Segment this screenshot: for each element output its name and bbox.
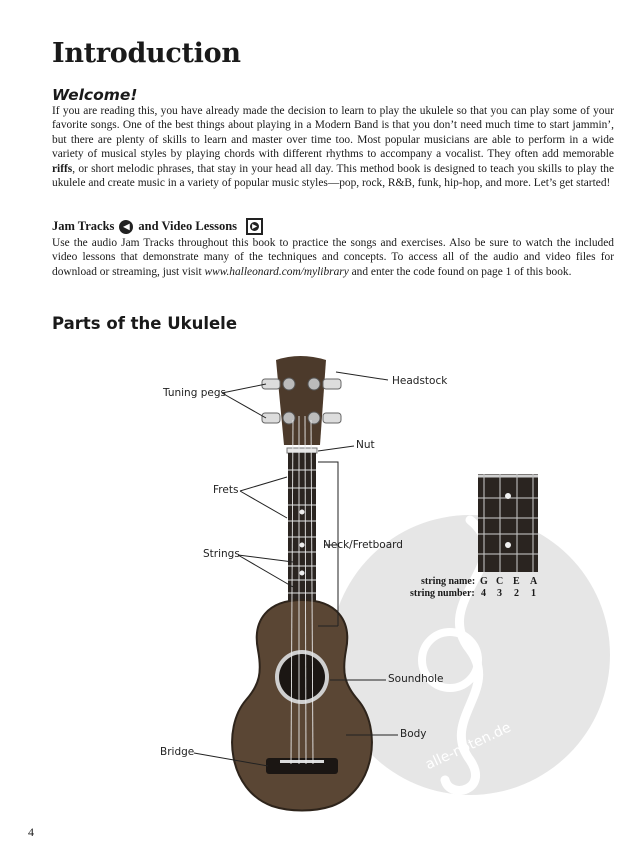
string-name-g: G xyxy=(480,576,488,587)
jam-heading-part2: and Video Lessons xyxy=(138,219,238,233)
label-neck-fretboard: Neck/Fretboard xyxy=(323,539,403,551)
welcome-text-2: , or short melodic phrases, that stay in your head all day. This method book is designed to teach you skills to play the ukulele and create music in a variety of popular music styles—pop, rock, R&B, funk, hip-hop, and more. Let’s get started! xyxy=(52,162,614,190)
string-number-2: 2 xyxy=(514,588,519,599)
welcome-text-1: If you are reading this, you have already made the decision to learn to play the ukulele so that you can play some of your favorite songs. One of the best things about playing in a Modern Band is that you don’t need much time to start jammin’, but there are plenty of skills to learn and master over time too. Most popular musicians are able to perform in a wide variety of musical styles by playing chords with different rhythms to accompany a vocalist. They often add memorable xyxy=(52,105,614,161)
label-body: Body xyxy=(400,728,427,740)
string-number-1: 1 xyxy=(531,588,536,599)
label-soundhole: Soundhole xyxy=(388,673,444,685)
nut xyxy=(287,448,317,453)
string-name-c: C xyxy=(496,576,504,587)
string-name-a: A xyxy=(530,576,538,587)
riffs-term: riffs xyxy=(52,162,73,175)
label-headstock: Headstock xyxy=(392,375,448,387)
label-tuning-pegs: Tuning pegs xyxy=(163,387,226,399)
library-url: www.halleonard.com/mylibrary xyxy=(204,265,349,278)
welcome-heading: Welcome! xyxy=(52,86,138,104)
video-icon: ▶ xyxy=(246,218,263,235)
label-frets: Frets xyxy=(213,484,239,496)
parts-heading: Parts of the Ukulele xyxy=(52,314,238,333)
soundhole xyxy=(279,654,325,700)
string-name-e: E xyxy=(513,576,520,587)
string-number-4: 4 xyxy=(481,588,486,599)
label-strings: Strings xyxy=(203,548,240,560)
label-nut: Nut xyxy=(356,439,375,451)
string-number-label: string number: xyxy=(410,588,475,599)
page-title: Introduction xyxy=(52,38,241,69)
string-number-3: 3 xyxy=(497,588,502,599)
page-number: 4 xyxy=(28,825,34,839)
jam-text-2: and enter the code found on page 1 of this book. xyxy=(348,265,572,278)
string-name-label: string name: xyxy=(421,576,476,587)
fretboard-chart xyxy=(478,474,538,572)
headstock xyxy=(276,356,326,445)
watermark-text: alle-noten.de xyxy=(423,719,514,774)
audio-icon: ◀ xyxy=(119,220,133,234)
jam-heading-part1: Jam Tracks xyxy=(52,219,115,233)
jam-text-1: Use the audio Jam Tracks throughout this book to practice the songs and exercises. Also be sure to watch the included video lessons that demonstrate many of the techniques and concepts. To access all of the audio and video files for download or streaming, just visit xyxy=(52,237,614,278)
label-bridge: Bridge xyxy=(160,746,195,758)
